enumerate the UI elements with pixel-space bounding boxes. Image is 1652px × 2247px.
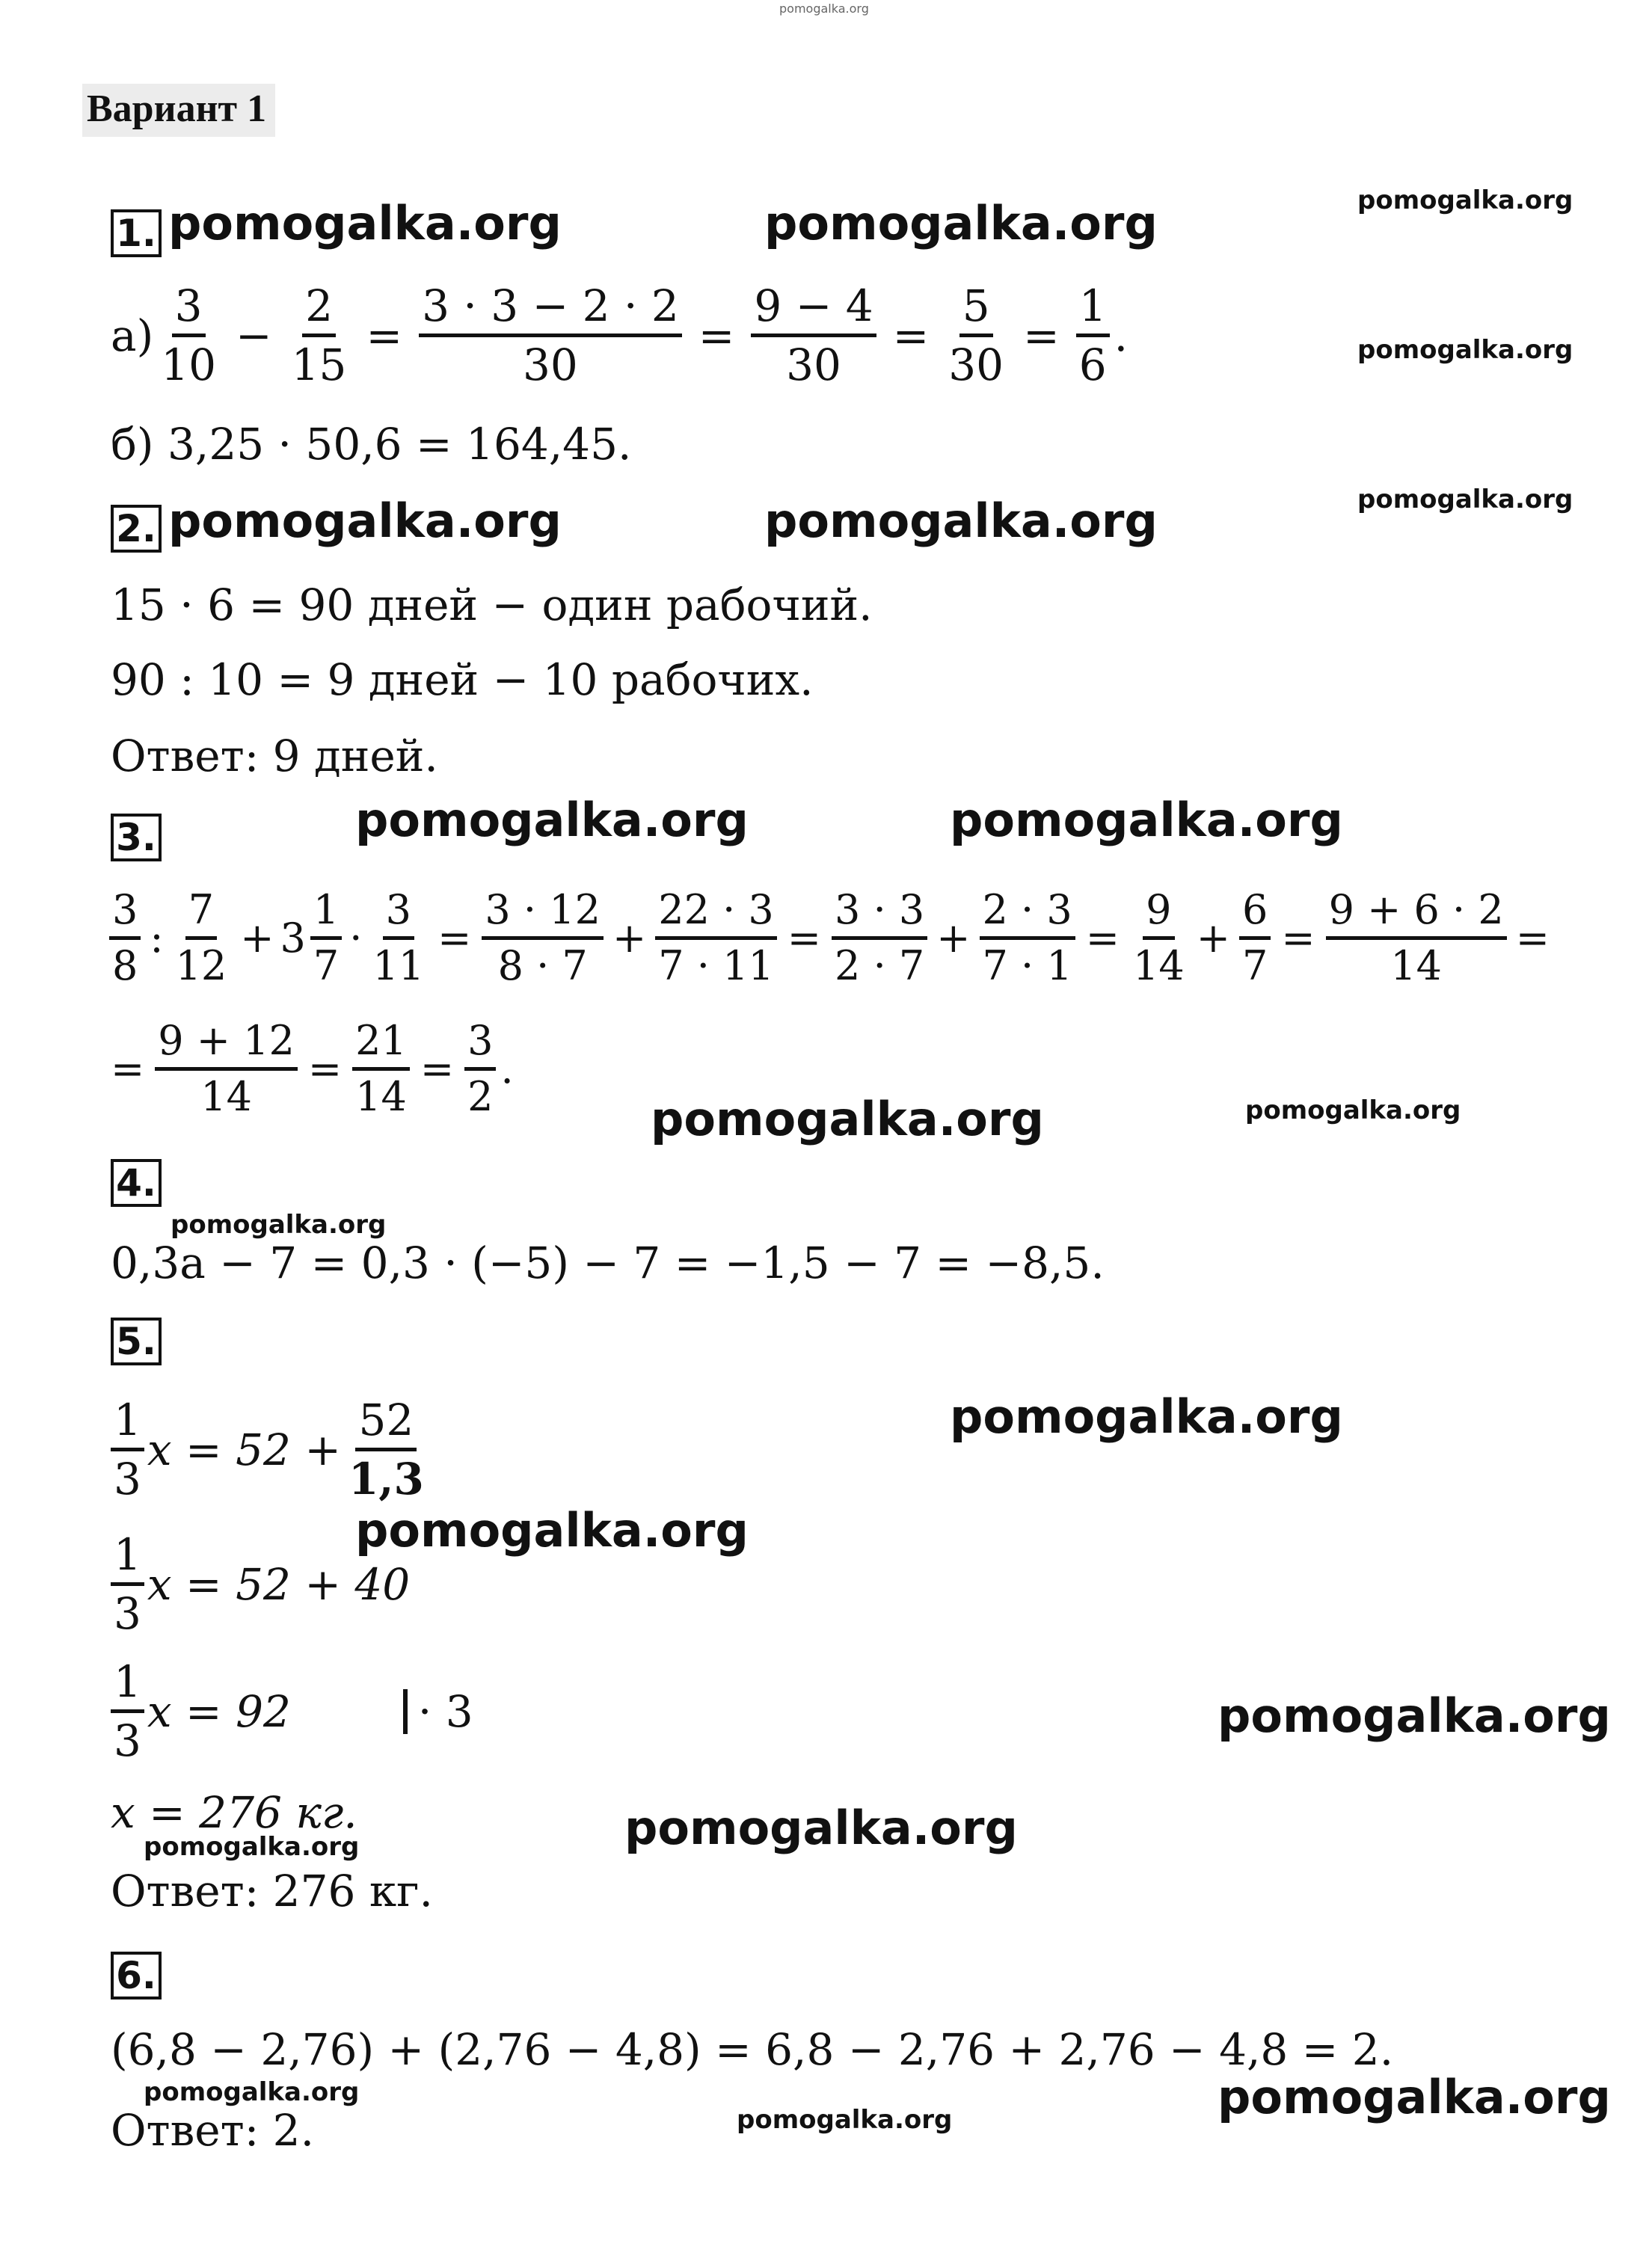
watermark: pomogalka.org — [168, 494, 562, 548]
watermark: pomogalka.org — [764, 494, 1158, 548]
task2-line2: 90 : 10 = 9 дней − 10 рабочих. — [111, 654, 814, 705]
task1-a-equation: а) 3 10 − $\frac{2}{15}$ = $\frac{3 \cdot 3 - 2 \cdot 2}{30}$ = $\frac{9 - 4}{30}$ = $\frac{5}{30}$ = $\frac{1}{6}$ . — [111, 280, 1129, 390]
watermark: pomogalka.org — [1357, 485, 1573, 514]
watermark: pomogalka.org — [764, 196, 1158, 250]
task2-line1: 15 · 6 = 90 дней − один рабочий. — [111, 580, 873, 630]
task-number-1: 1. — [111, 209, 162, 257]
task6-answer: Ответ: 2. — [111, 2105, 315, 2156]
task6-line: (6,8 − 2,76) + (2,76 − 4,8) = 6,8 − 2,76 + 2,76 − 4,8 = 2. — [111, 2024, 1394, 2075]
task5-answer: Ответ: 276 кг. — [111, 1866, 433, 1916]
watermark: pomogalka.org — [144, 1832, 360, 1862]
task5-result: x = 276 кг. — [111, 1787, 357, 1838]
task5-line3: 1 3 x = 92 · 3 — [111, 1660, 473, 1762]
task-number-4: 4. — [111, 1159, 162, 1207]
task-number-2: 2. — [111, 505, 162, 553]
task3-line1: 3 8 : 7 12 + 3 1 7 · $\frac{3}{11}$ = $\frac{3 \cdot 12}{8 \cdot 7}$ + $\frac{22 \cdot 3}{7 \cdot 11}$ = $\frac{3 \cdot 3}{2 \cdot 7}$ + $\frac{2 \cdot 3}{7 \cdot 1}$ = $\frac{9}{14}$ + $\frac{6}{7}$ = $\frac{9 + 6 \cdot 2}{14}$ = — [105, 890, 1554, 986]
watermark: pomogalka.org — [1217, 1688, 1611, 1743]
task-number-3: 3. — [111, 814, 162, 861]
task-number-6: 6. — [111, 1952, 162, 1999]
watermark: pomogalka.org — [737, 2105, 953, 2135]
watermark: pomogalka.org — [950, 793, 1343, 847]
divider-bar — [403, 1689, 408, 1734]
watermark: pomogalka.org — [355, 793, 749, 847]
watermark: pomogalka.org — [950, 1389, 1343, 1444]
task3-line2: = $\frac{9 + 12}{14}$ = $\frac{21}{14}$ = $\frac{3}{2}$ . — [111, 1017, 514, 1120]
watermark: pomogalka.org — [168, 196, 562, 250]
task5-line1: 1 3 x = 52 + $\frac{52}{1,3}$ — [111, 1398, 432, 1501]
task5-line2: 1 3 x = 52 + 40 — [111, 1533, 410, 1635]
task2-answer: Ответ: 9 дней. — [111, 731, 438, 781]
top-watermark: pomogalka.org — [779, 1, 869, 16]
watermark: pomogalka.org — [1217, 2070, 1611, 2124]
watermark: pomogalka.org — [1245, 1095, 1461, 1125]
watermark: pomogalka.org — [1357, 335, 1573, 365]
task1-b-line: б) 3,25 · 50,6 = 164,45. — [111, 419, 632, 470]
watermark: pomogalka.org — [1357, 185, 1573, 215]
task-number-5: 5. — [111, 1318, 162, 1365]
watermark: pomogalka.org — [171, 1210, 387, 1240]
watermark: pomogalka.org — [624, 1801, 1018, 1855]
page-title: Вариант 1 — [82, 84, 275, 137]
watermark: pomogalka.org — [144, 2077, 360, 2107]
watermark: pomogalka.org — [651, 1092, 1044, 1146]
task4-line: 0,3a − 7 = 0,3 · (−5) − 7 = −1,5 − 7 = −8,5. — [111, 1238, 1105, 1288]
watermark: pomogalka.org — [355, 1503, 749, 1558]
